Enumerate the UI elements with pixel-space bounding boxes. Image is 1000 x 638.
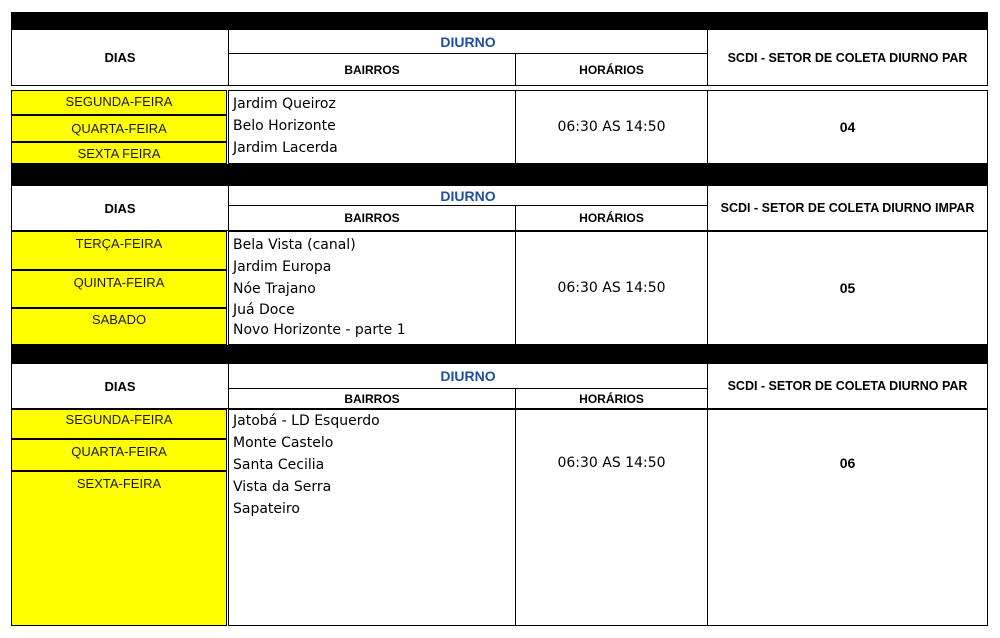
setor-header: SCDI - SETOR DE COLETA DIURNO PAR xyxy=(707,29,988,86)
bairros-list xyxy=(228,90,516,164)
bairros-header: BAIRROS xyxy=(228,388,516,409)
bairro-item: Juá Doce xyxy=(233,302,295,318)
day-cell: SEXTA-FEIRA xyxy=(11,471,227,626)
setor-number: 06 xyxy=(707,409,988,626)
bairros-header: BAIRROS xyxy=(228,53,516,86)
horarios-header: HORÁRIOS xyxy=(515,53,708,86)
bairro-item: Bela Vista (canal) xyxy=(233,237,356,253)
setor-header: SCDI - SETOR DE COLETA DIURNO IMPAR xyxy=(707,185,988,231)
setor-number: 04 xyxy=(707,90,988,164)
horario-cell: 06:30 AS 14:50 xyxy=(515,90,708,164)
bairro-item: Jardim Queiroz xyxy=(233,96,336,112)
day-cell: QUARTA-FEIRA xyxy=(11,439,227,471)
bairro-item: Belo Horizonte xyxy=(233,118,336,134)
separator-bar-2 xyxy=(11,345,988,363)
horarios-header: HORÁRIOS xyxy=(515,205,708,231)
bairro-item: Sapateiro xyxy=(233,501,300,517)
bairro-item: Santa Cecilia xyxy=(233,457,325,473)
bairro-item: Vista da Serra xyxy=(233,479,332,495)
bairro-item: Jatobá - LD Esquerdo xyxy=(233,413,380,429)
bairro-item: Jardim Europa xyxy=(233,259,332,275)
horario-cell: 06:30 AS 14:50 xyxy=(515,409,708,626)
dias-header: DIAS xyxy=(11,29,229,86)
bairro-item: Novo Horizonte - parte 1 xyxy=(233,322,406,338)
day-cell: QUARTA-FEIRA xyxy=(11,115,227,142)
diurno-header: DIURNO xyxy=(228,363,708,389)
day-cell: TERÇA-FEIRA xyxy=(11,231,227,270)
horario-cell: 06:30 AS 14:50 xyxy=(515,231,708,345)
bairros-header: BAIRROS xyxy=(228,205,516,231)
day-cell: SABADO xyxy=(11,308,227,345)
bairro-item: Jardim Lacerda xyxy=(233,140,338,156)
bairros-list xyxy=(228,409,516,626)
bairros-list xyxy=(228,231,516,345)
day-cell: QUINTA-FEIRA xyxy=(11,270,227,308)
horarios-header: HORÁRIOS xyxy=(515,388,708,409)
bairro-item: Nóe Trajano xyxy=(233,281,316,297)
day-cell: SEXTA FEIRA xyxy=(11,142,227,164)
setor-header: SCDI - SETOR DE COLETA DIURNO PAR xyxy=(707,363,988,409)
day-cell: SEGUNDA-FEIRA xyxy=(11,90,227,115)
separator-bar-1 xyxy=(11,164,988,185)
day-cell: SEGUNDA-FEIRA xyxy=(11,409,227,439)
dias-header: DIAS xyxy=(11,185,229,231)
setor-number: 05 xyxy=(707,231,988,345)
diurno-header: DIURNO xyxy=(228,29,708,54)
top-bar xyxy=(11,12,988,29)
diurno-header: DIURNO xyxy=(228,185,708,206)
bairro-item: Monte Castelo xyxy=(233,435,334,451)
dias-header: DIAS xyxy=(11,363,229,409)
